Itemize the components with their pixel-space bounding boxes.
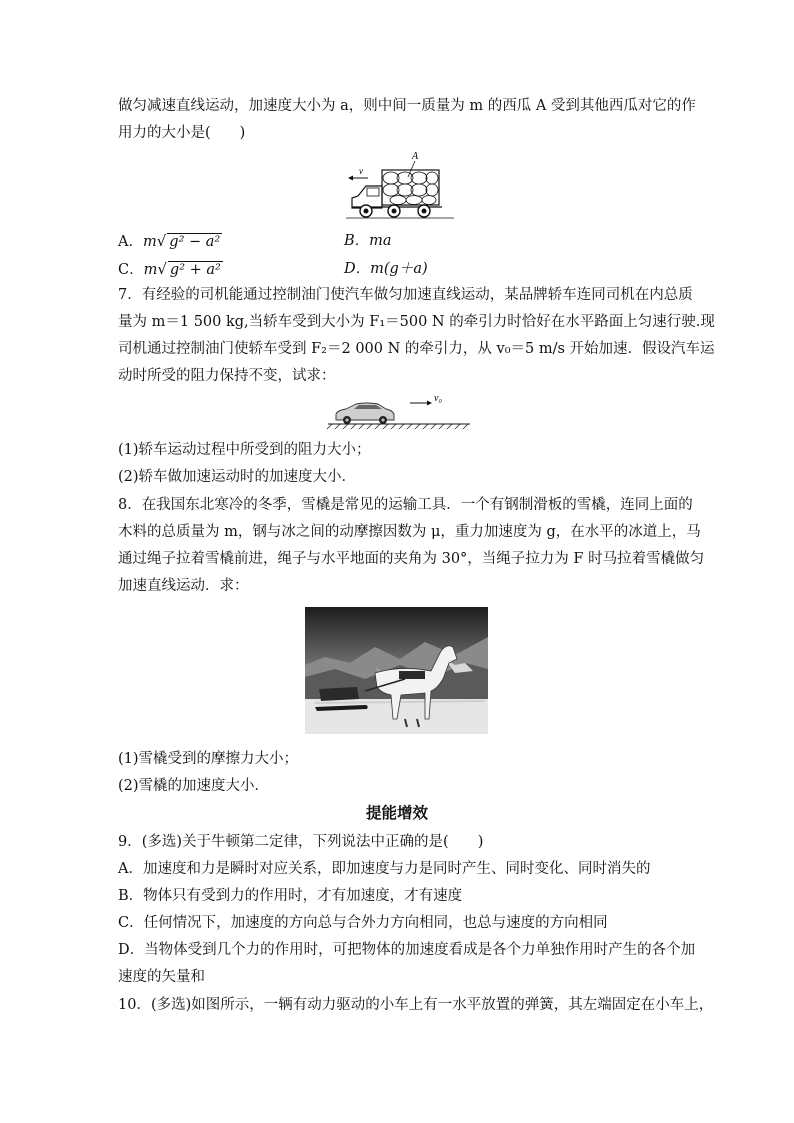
option-a-prefix: A．: [118, 234, 143, 250]
q7-sub-question-2: (2)轿车做加速运动时的加速度大小．: [118, 469, 357, 485]
sqrt-icon: √: [156, 232, 167, 250]
q6-text-line-1: 做匀减速直线运动，加速度大小为 a，则中间一质量为 m 的西瓜 A 受到其他西瓜对它的作: [118, 98, 696, 114]
q9-option-c: C．任何情况下，加速度的方向总与合外力方向相同，也总与速度的方向相同: [118, 915, 608, 931]
q7-text-line-4: 动时所受的阻力保持不变，试求：: [118, 368, 336, 384]
q8-sub-question-1: (1)雪橇受到的摩擦力大小；: [118, 751, 299, 767]
label-A: A: [412, 151, 419, 162]
q6-text-line-2: 用力的大小是( ): [118, 125, 246, 141]
label-v0: v₀: [434, 393, 442, 404]
label-v: v: [359, 166, 363, 176]
q9-option-d-line-1: D．当物体受到几个力的作用时，可把物体的加速度看成是各个力单独作用时产生的各个加: [118, 942, 696, 958]
q9-stem: 9．(多选)关于牛顿第二定律，下列说法中正确的是( ): [118, 834, 484, 850]
q8-text-line-2: 木料的总质量为 m，钢与冰之间的动摩擦因数为 μ，重力加速度为 g，在水平的冰道上，马: [118, 524, 701, 540]
section-title: 提能增效: [365, 803, 428, 822]
option-c-radicand: g² + a²: [169, 262, 221, 278]
q6-option-d: D．m(g＋a): [344, 261, 428, 277]
watermelons: [383, 172, 438, 205]
horse-sleigh-photo: [305, 607, 488, 734]
option-c-prefix: C．: [118, 262, 144, 278]
q8-sub-question-2: (2)雪橇的加速度大小．: [118, 778, 270, 794]
option-c-m: m: [143, 262, 158, 278]
q8-text-line-4: 加速直线运动．求：: [118, 578, 249, 594]
q7-sub-question-1: (1)轿车运动过程中所受到的阻力大小；: [118, 442, 371, 458]
q6-option-c: [118, 259, 223, 280]
horse-sleigh-image: [305, 607, 488, 734]
q6-option-a: [118, 231, 222, 252]
q9-option-d-line-2: 速度的矢量和: [118, 969, 205, 985]
truck-watermelon-figure: [342, 150, 460, 222]
q9-option-b: B．物体只有受到力的作用时，才有加速度，才有速度: [118, 888, 463, 904]
q7-text-line-1: 7．有经验的司机能通过控制油门使汽车做匀加速直线运动，某品牌轿车连同司机在内总质: [118, 287, 693, 303]
q6-option-b: B．ma: [344, 233, 392, 249]
option-a-m: m: [142, 234, 157, 250]
car-road-figure: [322, 390, 474, 430]
option-a-radicand: g² − a²: [169, 234, 221, 250]
q9-option-a: A．加速度和力是瞬时对应关系，即加速度与力是同时产生、同时变化、同时消失的: [118, 861, 651, 877]
q8-text-line-1: 8．在我国东北寒冷的冬季，雪橇是常见的运输工具．一个有钢制滑板的雪橇，连同上面的: [118, 497, 693, 513]
q10-text-line-1: 10．(多选)如图所示，一辆有动力驱动的小车上有一水平放置的弹簧，其左端固定在小车上，: [118, 997, 714, 1013]
sqrt-icon: √: [157, 260, 167, 278]
q8-text-line-3: 通过绳子拉着雪橇前进，绳子与水平地面的夹角为 30°，当绳子拉力为 F 时马拉着雪橇做匀: [118, 551, 705, 567]
q7-text-line-3: 司机通过控制油门使轿车受到 F₂＝2 000 N 的牵引力，从 v₀＝5 m/s 开始加速．假设汽车运: [118, 341, 715, 357]
q7-text-line-2: 量为 m＝1 500 kg,当轿车受到大小为 F₁＝500 N 的牵引力时恰好在水平路面上匀速行驶.现: [118, 314, 715, 330]
